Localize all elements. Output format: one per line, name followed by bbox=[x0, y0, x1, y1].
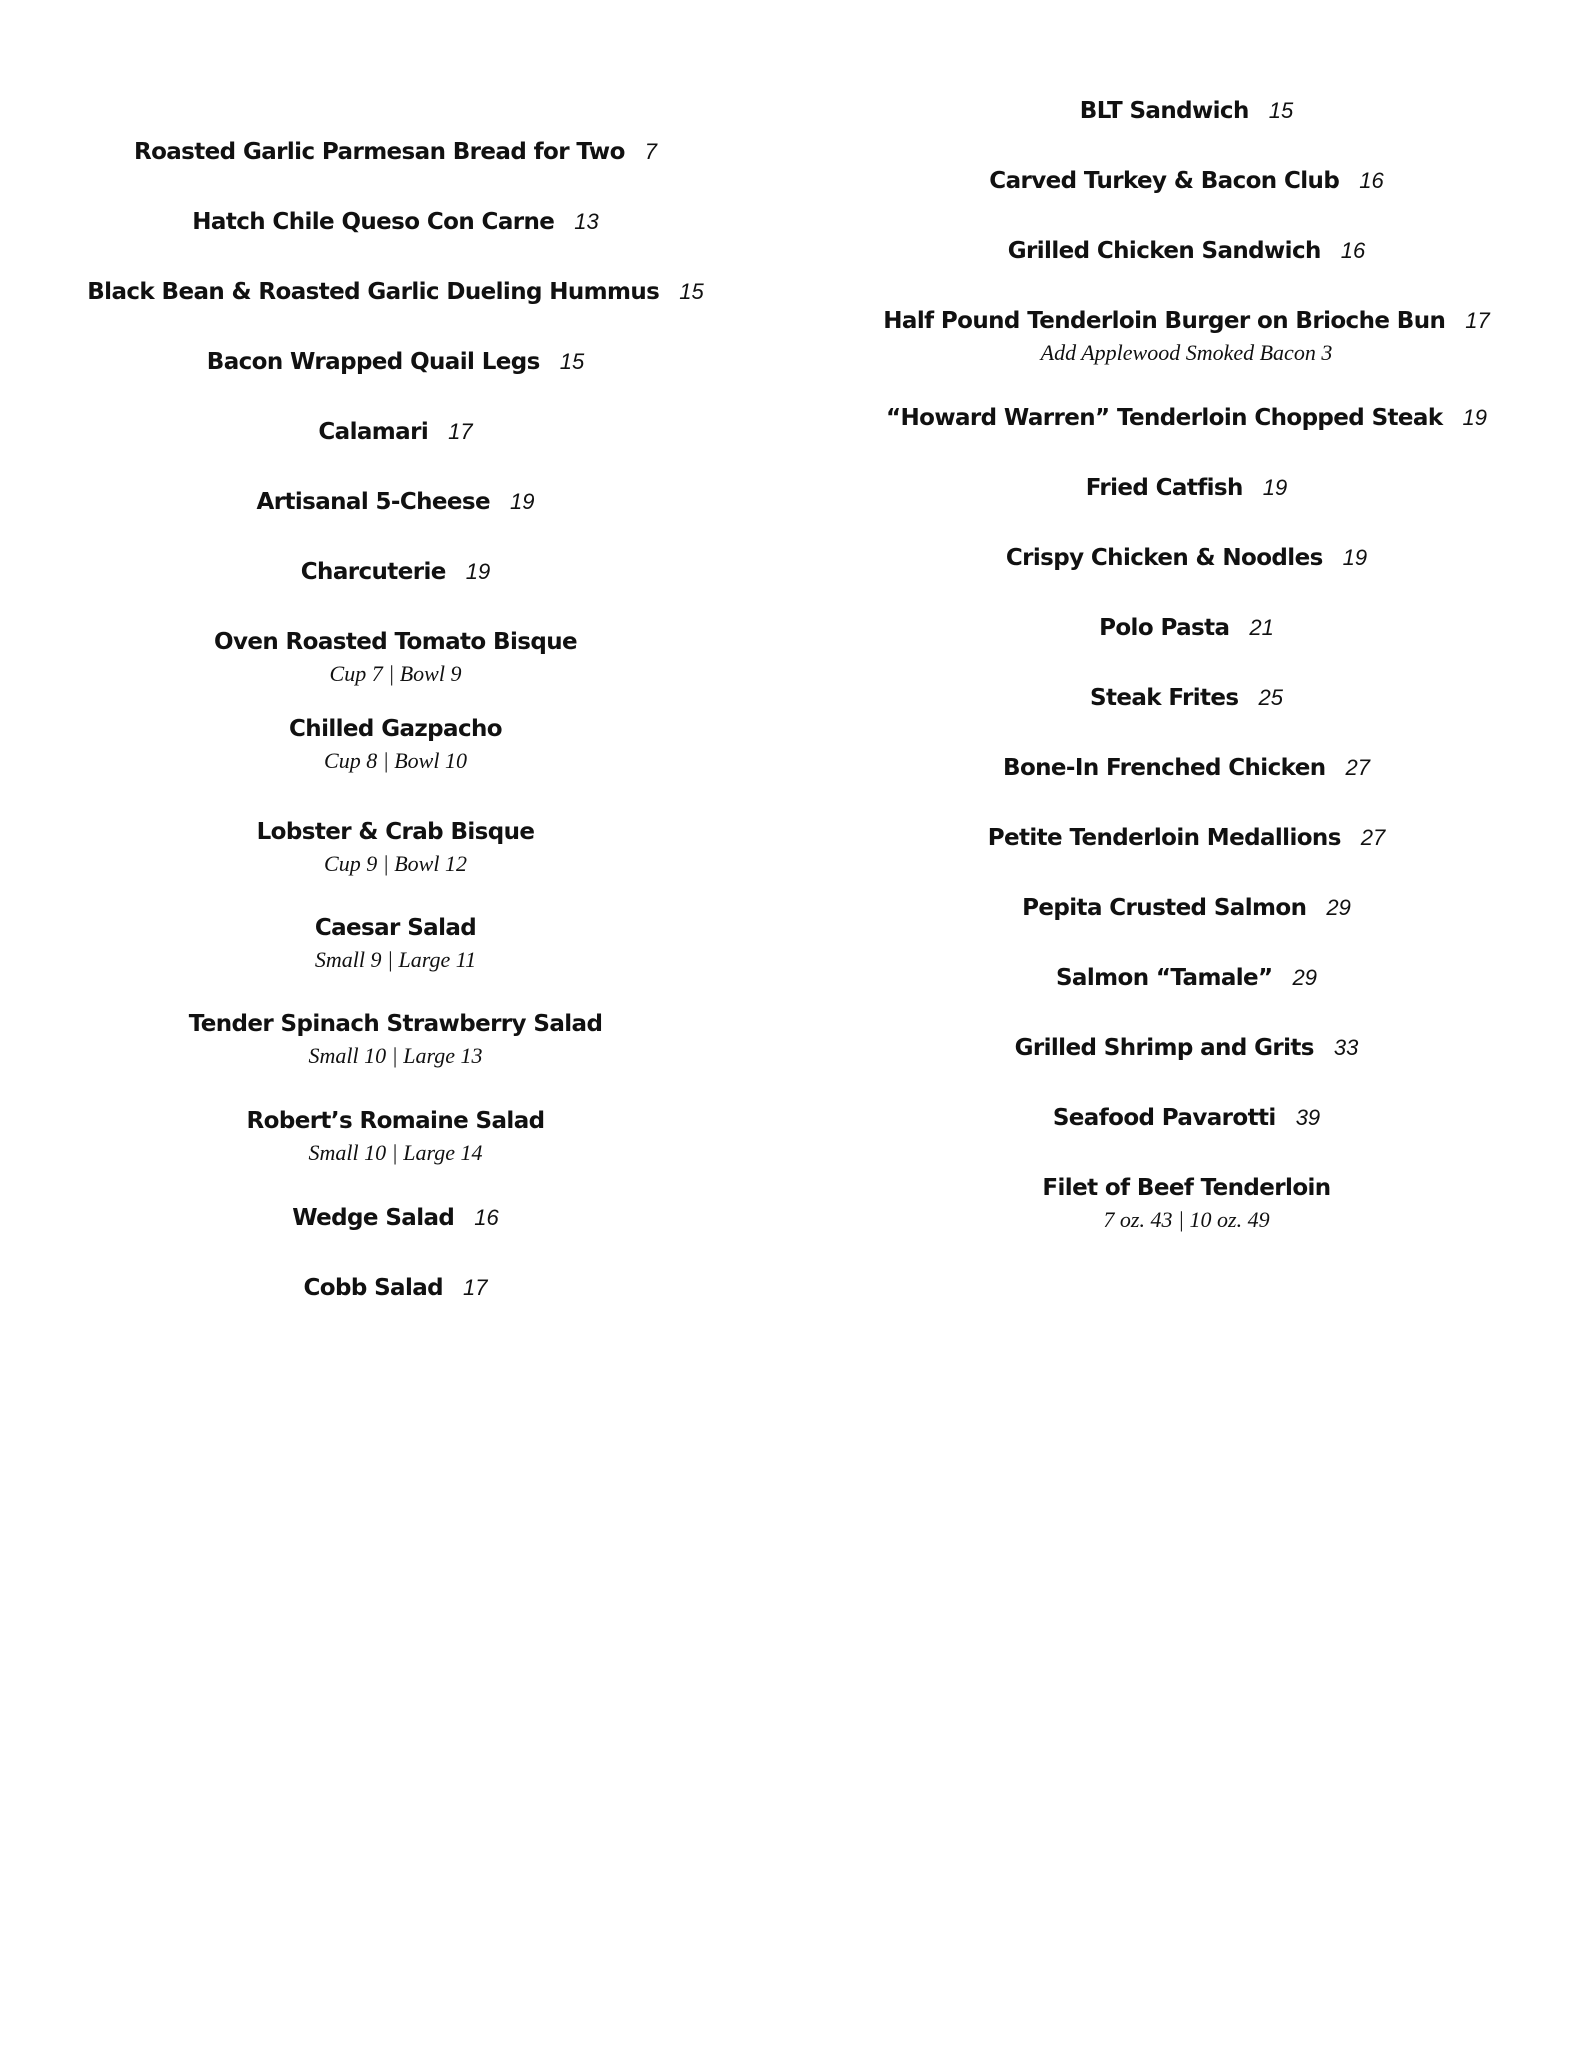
menu-item-name: Wedge Salad bbox=[292, 1205, 455, 1231]
menu-item-name: Calamari bbox=[318, 419, 429, 445]
menu-item-line bbox=[0, 276, 791, 311]
menu-item-price: 16 bbox=[1340, 238, 1366, 263]
menu-item bbox=[0, 816, 791, 877]
menu-item bbox=[0, 713, 791, 774]
menu-item-price: 15 bbox=[679, 279, 704, 304]
menu-item-price: 7 bbox=[644, 139, 658, 164]
menu-item-name: Petite Tenderloin Medallions bbox=[987, 825, 1341, 851]
menu-item-name: Seafood Pavarotti bbox=[1052, 1105, 1276, 1131]
menu-item-name: Half Pound Tenderloin Burger on Brioche Bun bbox=[883, 308, 1446, 334]
menu-item-line bbox=[0, 1008, 791, 1043]
menu-item-price: 25 bbox=[1258, 685, 1284, 710]
menu-item-line bbox=[791, 682, 1582, 717]
menu-item-price: 19 bbox=[1342, 545, 1368, 570]
menu-item-price: 19 bbox=[510, 489, 535, 514]
menu-item bbox=[0, 626, 791, 687]
right-menu-column bbox=[791, 0, 1582, 2048]
menu-item bbox=[0, 486, 791, 521]
menu-item bbox=[791, 235, 1582, 270]
menu-item-name: Salmon “Tamale” bbox=[1055, 965, 1273, 991]
menu-item bbox=[791, 822, 1582, 857]
menu-item-line bbox=[791, 402, 1582, 437]
menu-item-name: Hatch Chile Queso Con Carne bbox=[192, 209, 555, 235]
menu-item-price: 15 bbox=[559, 349, 585, 374]
menu-item-name: Steak Frites bbox=[1089, 685, 1239, 711]
menu-item-portion-prices: Add Applewood Smoked Bacon 3 bbox=[1040, 340, 1333, 365]
menu-item-name: Filet of Beef Tenderloin bbox=[1042, 1175, 1331, 1201]
menu-item-price: 27 bbox=[1360, 825, 1386, 850]
menu-item-name: Polo Pasta bbox=[1099, 615, 1230, 641]
menu-item-name: Roasted Garlic Parmesan Bread for Two bbox=[133, 139, 625, 165]
menu-item-name: Crispy Chicken & Noodles bbox=[1005, 545, 1323, 571]
menu-item bbox=[0, 1105, 791, 1166]
menu-item-price: 19 bbox=[1262, 475, 1288, 500]
menu-item-line bbox=[791, 95, 1582, 130]
menu-item-price: 29 bbox=[1292, 965, 1318, 990]
menu-item-price: 19 bbox=[465, 559, 491, 584]
menu-item-line bbox=[791, 1102, 1582, 1137]
menu-item bbox=[791, 95, 1582, 130]
menu-item bbox=[0, 1008, 791, 1069]
menu-item-portion-prices: Cup 8 | Bowl 10 bbox=[324, 748, 467, 773]
menu-item bbox=[0, 276, 791, 311]
menu-item-name: Robert’s Romaine Salad bbox=[246, 1108, 545, 1134]
menu-item-price: 17 bbox=[1465, 308, 1490, 333]
menu-item-line bbox=[791, 1032, 1582, 1067]
menu-item-portion-prices: Cup 9 | Bowl 12 bbox=[324, 851, 467, 876]
menu-item-price: 16 bbox=[474, 1205, 499, 1230]
menu-item-name: Caesar Salad bbox=[314, 915, 477, 941]
menu-item bbox=[0, 136, 791, 171]
menu-item-line bbox=[0, 713, 791, 748]
menu-item-name: Grilled Chicken Sandwich bbox=[1007, 238, 1321, 264]
menu-item bbox=[0, 416, 791, 451]
menu-item-line bbox=[791, 542, 1582, 577]
menu-item-line bbox=[0, 1202, 791, 1237]
menu-item bbox=[0, 346, 791, 381]
menu-item bbox=[791, 1032, 1582, 1067]
menu-item-line bbox=[0, 136, 791, 171]
menu-item bbox=[791, 1102, 1582, 1137]
menu-item-name: Fried Catfish bbox=[1085, 475, 1243, 501]
menu-item-name: Artisanal 5-Cheese bbox=[256, 489, 491, 515]
menu-item bbox=[791, 612, 1582, 647]
menu-item-name: Charcuterie bbox=[300, 559, 446, 585]
menu-item-name: BLT Sandwich bbox=[1079, 98, 1249, 124]
menu-item-portion-prices: Small 9 | Large 11 bbox=[314, 947, 477, 972]
menu-item-line bbox=[791, 165, 1582, 200]
menu-item-name: Black Bean & Roasted Garlic Dueling Hummus bbox=[87, 279, 660, 305]
menu-item-name: “Howard Warren” Tenderloin Chopped Steak bbox=[885, 405, 1443, 431]
menu-item bbox=[791, 542, 1582, 577]
menu-item-name: Lobster & Crab Bisque bbox=[256, 819, 535, 845]
menu-item-name: Bone-In Frenched Chicken bbox=[1003, 755, 1326, 781]
menu-item bbox=[791, 682, 1582, 717]
menu-item bbox=[791, 1172, 1582, 1233]
menu-item bbox=[791, 305, 1582, 366]
menu-item-name: Bacon Wrapped Quail Legs bbox=[206, 349, 540, 375]
menu-item-line bbox=[0, 816, 791, 851]
menu-item-price: 17 bbox=[448, 419, 473, 444]
menu-item bbox=[0, 1272, 791, 1307]
menu-item-price: 29 bbox=[1326, 895, 1351, 920]
menu-item-line bbox=[0, 626, 791, 661]
menu-item-line bbox=[0, 1272, 791, 1307]
menu-item-line bbox=[0, 1105, 791, 1140]
menu-item bbox=[791, 165, 1582, 200]
menu-item-price: 13 bbox=[574, 209, 599, 234]
menu-item bbox=[791, 892, 1582, 927]
menu-item-line bbox=[791, 752, 1582, 787]
menu-item-name: Tender Spinach Strawberry Salad bbox=[188, 1011, 603, 1037]
menu-item-line bbox=[0, 346, 791, 381]
menu-item bbox=[0, 1202, 791, 1237]
menu-item-line bbox=[0, 556, 791, 591]
menu-item-price: 19 bbox=[1462, 405, 1488, 430]
menu-item-price: 15 bbox=[1268, 98, 1294, 123]
menu-item-name: Carved Turkey & Bacon Club bbox=[989, 168, 1340, 194]
menu-item bbox=[791, 472, 1582, 507]
menu-item-price: 27 bbox=[1345, 755, 1370, 780]
menu-item bbox=[791, 402, 1582, 437]
menu-item bbox=[0, 912, 791, 973]
menu-item-line bbox=[791, 1172, 1582, 1207]
menu-item-portion-prices: Small 10 | Large 13 bbox=[308, 1043, 483, 1068]
menu-item-line bbox=[791, 822, 1582, 857]
menu-item-line bbox=[791, 235, 1582, 270]
menu-item-line bbox=[0, 486, 791, 521]
menu-item-line bbox=[791, 305, 1582, 340]
menu-item-name: Grilled Shrimp and Grits bbox=[1014, 1035, 1314, 1061]
menu-item-line bbox=[0, 912, 791, 947]
menu-item-name: Pepita Crusted Salmon bbox=[1022, 895, 1307, 921]
menu-item-line bbox=[791, 612, 1582, 647]
menu-item-line bbox=[0, 416, 791, 451]
menu-item-portion-prices: 7 oz. 43 | 10 oz. 49 bbox=[1103, 1207, 1270, 1232]
menu-item-name: Cobb Salad bbox=[303, 1275, 444, 1301]
menu-item-price: 17 bbox=[463, 1275, 488, 1300]
menu-item bbox=[791, 962, 1582, 997]
menu-item-price: 21 bbox=[1249, 615, 1274, 640]
menu-item-price: 39 bbox=[1295, 1105, 1321, 1130]
menu-item bbox=[0, 556, 791, 591]
menu-item-line bbox=[791, 472, 1582, 507]
menu-item-name: Oven Roasted Tomato Bisque bbox=[214, 629, 577, 655]
menu-item bbox=[0, 206, 791, 241]
menu-item-line bbox=[0, 206, 791, 241]
menu-item-line bbox=[791, 962, 1582, 997]
menu-item-price: 16 bbox=[1359, 168, 1384, 193]
menu-item-portion-prices: Small 10 | Large 14 bbox=[308, 1140, 483, 1165]
menu-item bbox=[791, 752, 1582, 787]
menu-item-portion-prices: Cup 7 | Bowl 9 bbox=[329, 661, 462, 686]
menu-item-price: 33 bbox=[1333, 1035, 1359, 1060]
menu-item-line bbox=[791, 892, 1582, 927]
menu-item-name: Chilled Gazpacho bbox=[289, 716, 502, 742]
